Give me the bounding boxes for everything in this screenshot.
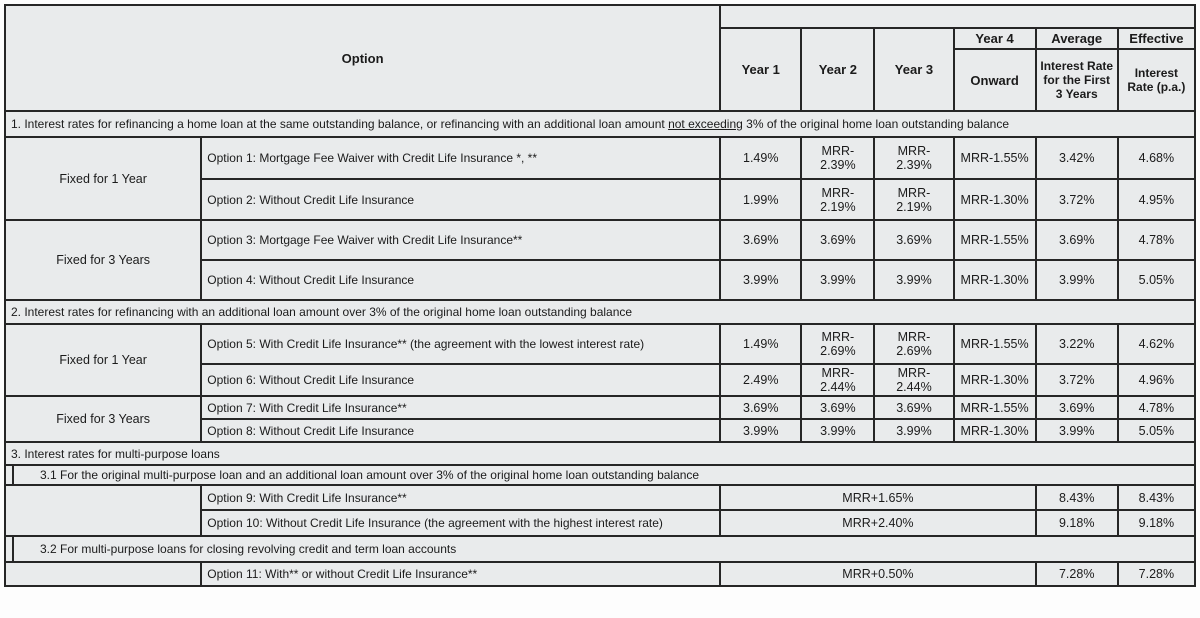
section-3-1-header: 3.1 For the original multi-purpose loan and an additional loan amount over 3% of the original home loan outstanding balance	[13, 465, 1195, 485]
option-8-effective-rate: 5.05%	[1118, 419, 1195, 442]
option-4-year3-rate: 3.99%	[874, 260, 953, 300]
option-9-average-rate: 8.43%	[1036, 485, 1118, 510]
option-7-description: Option 7: With Credit Life Insurance**	[201, 396, 720, 419]
group-label-fixed-1-year-a: Fixed for 1 Year	[5, 137, 201, 220]
option-8-year4-rate: MRR-1.30%	[954, 419, 1036, 442]
effective-column-header-bottom: Interest Rate (p.a.)	[1118, 49, 1195, 111]
option-6-year2-rate: MRR-2.44%	[801, 364, 874, 396]
option-3-average-rate: 3.69%	[1036, 220, 1118, 260]
option-4-year2-rate: 3.99%	[801, 260, 874, 300]
option-8-year3-rate: 3.99%	[874, 419, 953, 442]
option-7-year3-rate: 3.69%	[874, 396, 953, 419]
option-1-year3-rate: MRR-2.39%	[874, 137, 953, 179]
option-1-effective-rate: 4.68%	[1118, 137, 1195, 179]
year2-column-header: Year 2	[801, 28, 874, 111]
section-1-text-before: 1. Interest rates for refinancing a home loan at the same outstanding balance, or refinancing with an additional loan amount	[11, 117, 669, 131]
option-3-year2-rate: 3.69%	[801, 220, 874, 260]
option-2-year2-rate: MRR-2.19%	[801, 179, 874, 220]
option-5-year3-rate: MRR-2.69%	[874, 324, 953, 364]
empty-group-cell-a	[5, 485, 201, 536]
section-3-2-row	[5, 536, 1195, 562]
option-5-description: Option 5: With Credit Life Insurance** (the agreement with the lowest interest rate)	[201, 324, 720, 364]
option-5-year1-rate: 1.49%	[720, 324, 801, 364]
option-column-header: Option	[5, 5, 720, 111]
option-2-year4-rate: MRR-1.30%	[954, 179, 1036, 220]
option-6-year3-rate: MRR-2.44%	[874, 364, 953, 396]
option-3-row	[5, 220, 1195, 260]
option-11-average-rate: 7.28%	[1036, 562, 1118, 586]
option-2-effective-rate: 4.95%	[1118, 179, 1195, 220]
empty-group-cell-b	[5, 562, 201, 586]
section-3-1-row	[5, 465, 1195, 485]
option-7-year4-rate: MRR-1.55%	[954, 396, 1036, 419]
section-3-row	[5, 442, 1195, 465]
option-8-average-rate: 3.99%	[1036, 419, 1118, 442]
option-6-year4-rate: MRR-1.30%	[954, 364, 1036, 396]
option-11-effective-rate: 7.28%	[1118, 562, 1195, 586]
option-8-year2-rate: 3.99%	[801, 419, 874, 442]
year3-column-header: Year 3	[874, 28, 953, 111]
section-3-1-indent-cell	[5, 465, 13, 485]
option-10-description: Option 10: Without Credit Life Insurance (the agreement with the highest interest rate)	[201, 510, 720, 536]
section-3-2-header: 3.2 For multi-purpose loans for closing revolving credit and term loan accounts	[13, 536, 1195, 562]
option-3-year1-rate: 3.69%	[720, 220, 801, 260]
year1-column-header: Year 1	[720, 28, 801, 111]
option-4-description: Option 4: Without Credit Life Insurance	[201, 260, 720, 300]
option-2-year1-rate: 1.99%	[720, 179, 801, 220]
section-1-row	[5, 111, 1195, 137]
option-3-year3-rate: 3.69%	[874, 220, 953, 260]
option-1-year2-rate: MRR-2.39%	[801, 137, 874, 179]
option-11-row	[5, 562, 1195, 586]
section-1-text-after: 3% of the original home loan outstanding balance	[742, 117, 1009, 131]
average-column-header-top: Average	[1036, 28, 1118, 49]
header-spacer-cell	[720, 5, 1195, 28]
section-2-row	[5, 300, 1195, 324]
option-10-all-years-rate: MRR+2.40%	[720, 510, 1035, 536]
option-4-year1-rate: 3.99%	[720, 260, 801, 300]
year4-column-header-bottom: Onward	[954, 49, 1036, 111]
option-2-year3-rate: MRR-2.19%	[874, 179, 953, 220]
option-7-average-rate: 3.69%	[1036, 396, 1118, 419]
option-2-description: Option 2: Without Credit Life Insurance	[201, 179, 720, 220]
section-2-header: 2. Interest rates for refinancing with an additional loan amount over 3% of the original home loan outstanding balance	[5, 300, 1195, 324]
group-label-fixed-1-year-b: Fixed for 1 Year	[5, 324, 201, 396]
option-1-year1-rate: 1.49%	[720, 137, 801, 179]
option-7-effective-rate: 4.78%	[1118, 396, 1195, 419]
year4-column-header-top: Year 4	[954, 28, 1036, 49]
option-8-description: Option 8: Without Credit Life Insurance	[201, 419, 720, 442]
option-4-effective-rate: 5.05%	[1118, 260, 1195, 300]
option-6-year1-rate: 2.49%	[720, 364, 801, 396]
option-8-year1-rate: 3.99%	[720, 419, 801, 442]
option-1-year4-rate: MRR-1.55%	[954, 137, 1036, 179]
option-1-average-rate: 3.42%	[1036, 137, 1118, 179]
option-6-description: Option 6: Without Credit Life Insurance	[201, 364, 720, 396]
header-row-top	[5, 5, 1195, 28]
option-9-description: Option 9: With Credit Life Insurance**	[201, 485, 720, 510]
section-3-header: 3. Interest rates for multi-purpose loans	[5, 442, 1195, 465]
option-2-average-rate: 3.72%	[1036, 179, 1118, 220]
option-9-effective-rate: 8.43%	[1118, 485, 1195, 510]
group-label-fixed-3-years-b: Fixed for 3 Years	[5, 396, 201, 442]
option-7-row	[5, 396, 1195, 419]
option-4-average-rate: 3.99%	[1036, 260, 1118, 300]
option-7-year2-rate: 3.69%	[801, 396, 874, 419]
section-1-header	[5, 111, 1195, 137]
effective-column-header-top: Effective	[1118, 28, 1195, 49]
option-5-year4-rate: MRR-1.55%	[954, 324, 1036, 364]
option-5-year2-rate: MRR-2.69%	[801, 324, 874, 364]
section-1-text-underlined: not exceeding	[668, 117, 743, 131]
average-column-header-bottom: Interest Rate for the First 3 Years	[1036, 49, 1118, 111]
interest-rate-table	[4, 4, 1196, 587]
option-1-description: Option 1: Mortgage Fee Waiver with Credit Life Insurance *, **	[201, 137, 720, 179]
option-11-all-years-rate: MRR+0.50%	[720, 562, 1035, 586]
option-6-average-rate: 3.72%	[1036, 364, 1118, 396]
option-3-effective-rate: 4.78%	[1118, 220, 1195, 260]
option-5-effective-rate: 4.62%	[1118, 324, 1195, 364]
option-11-description: Option 11: With** or without Credit Life Insurance**	[201, 562, 720, 586]
group-label-fixed-3-years-a: Fixed for 3 Years	[5, 220, 201, 300]
option-3-year4-rate: MRR-1.55%	[954, 220, 1036, 260]
option-4-year4-rate: MRR-1.30%	[954, 260, 1036, 300]
option-5-average-rate: 3.22%	[1036, 324, 1118, 364]
section-3-2-indent-cell	[5, 536, 13, 562]
option-3-description: Option 3: Mortgage Fee Waiver with Credit Life Insurance**	[201, 220, 720, 260]
option-5-row	[5, 324, 1195, 364]
option-9-row	[5, 485, 1195, 510]
option-7-year1-rate: 3.69%	[720, 396, 801, 419]
option-10-effective-rate: 9.18%	[1118, 510, 1195, 536]
option-9-all-years-rate: MRR+1.65%	[720, 485, 1035, 510]
option-1-row	[5, 137, 1195, 179]
option-6-effective-rate: 4.96%	[1118, 364, 1195, 396]
option-10-average-rate: 9.18%	[1036, 510, 1118, 536]
